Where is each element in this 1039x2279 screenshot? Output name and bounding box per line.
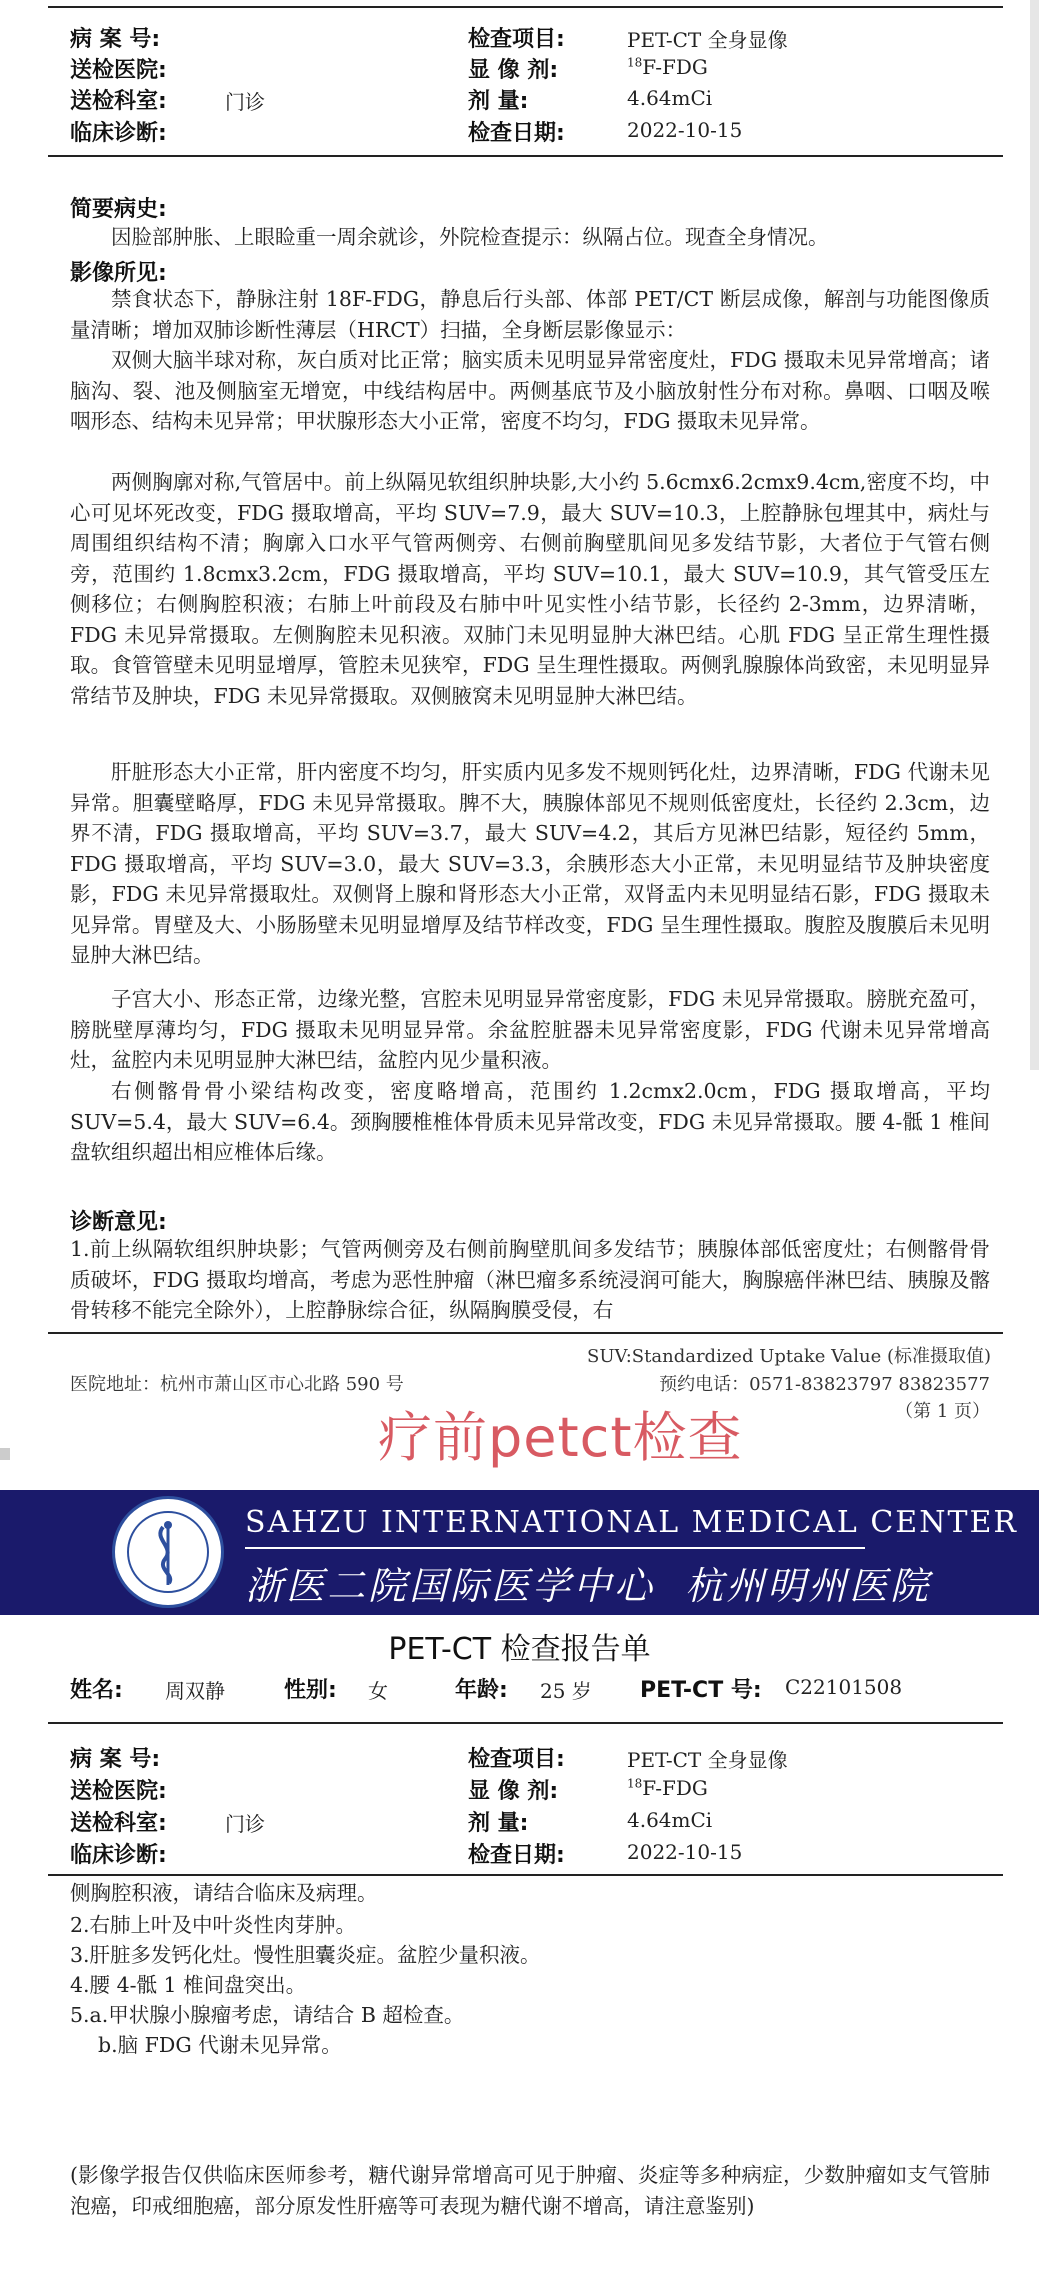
dose-label-2: 剂 量:	[468, 1811, 529, 1836]
dose-value: 4.64mCi	[627, 86, 713, 110]
diagnosis-item-2: 2.右肺上叶及中叶炎性肉芽肿。	[70, 1913, 357, 1937]
hospital-label-2: 送检医院:	[70, 1779, 167, 1804]
dept-value: 门诊	[225, 90, 265, 114]
patient-age-value: 25 岁	[540, 1679, 592, 1703]
date-value: 2022-10-15	[627, 118, 743, 142]
dose-value-2: 4.64mCi	[627, 1808, 713, 1832]
findings-para-3: 两侧胸廓对称,气管居中。前上纵隔见软组织肿块影,大小约 5.6cmx6.2cmx9.4cm,密度不均，中心可见坏死改变，FDG 摄取增高，平均 SUV=7.9，最大 SUV=10.3，上腔静脉包埋其中，病灶与周围组织结构不清；胸廓入口水平气管两侧旁、右侧前胸壁肌间见多发结节影，大者位于气管右侧旁，范围约 1.8cmx3.2cm，FDG 摄取增高，平均 SUV=10.1，最大 SUV=10.9，其气管受压左侧移位；右侧胸腔积液；右肺上叶前段及右肺中叶见实性小结节影，长径约 2-3mm，边界清晰，FDG 未见异常摄取。左侧胸腔未见积液。双肺门未见明显肿大淋巴结。心肌 FDG 呈正常生理性摄取。食管管壁未见明显增厚，管腔未见狭窄，FDG 呈生理性摄取。两侧乳腺腺体尚致密，未见明显异常结节及肿块，FDG 未见异常摄取。双侧腋窝未见明显肿大淋巴结。	[70, 470, 990, 708]
diagnosis-item-3: 3.肝脏多发钙化灶。慢性胆囊炎症。盆腔少量积液。	[70, 1943, 541, 1967]
findings-para-4: 肝脏形态大小正常，肝内密度不均匀，肝实质内见多发不规则钙化灶，边界清晰，FDG 代谢未见异常。胆囊壁略厚，FDG 未见异常摄取。脾不大，胰腺体部见不规则低密度灶，长径约 2.3cm，边界不清，FDG 摄取增高，平均 SUV=3.7，最大 SUV=4.2，其后方见淋巴结影，短径约 5mm，FDG 摄取增高，平均 SUV=3.0，最大 SUV=3.3，余胰形态大小正常，未见明显结节及肿块密度影，FDG 未见异常摄取灶。双侧肾上腺和肾形态大小正常，双肾盂内未见明显结石影，FDG 摄取未见异常。胃壁及大、小肠肠壁未见明显增厚及结节样改变，FDG 呈生理性摄取。腹腔及腹膜后未见明显肿大淋巴结。	[70, 760, 990, 967]
header-divider-2	[48, 1874, 1003, 1876]
hospital-label: 送检医院:	[70, 58, 167, 83]
diagnosis-label-2: 临床诊断:	[70, 1843, 167, 1868]
annotation-watermark: 疗前petct检查	[378, 1406, 743, 1469]
exam-label: 检查项目:	[468, 27, 565, 52]
case-no-label-2: 病 案 号:	[70, 1747, 161, 1772]
petct-no-value: C22101508	[785, 1675, 903, 1699]
history-text: 因脸部肿胀、上眼睑重一周余就诊，外院检查提示：纵隔占位。现查全身情况。	[111, 225, 829, 249]
case-no-label: 病 案 号:	[70, 27, 161, 52]
patient-divider	[48, 1722, 1003, 1724]
patient-name-label: 姓名:	[70, 1678, 123, 1703]
patient-sex-label: 性别:	[284, 1678, 337, 1703]
patient-name-value: 周双静	[165, 1679, 225, 1703]
report-title: PET-CT 检查报告单	[388, 1632, 651, 1667]
diagnosis-item-5b: b.脑 FDG 代谢未见异常。	[98, 2033, 342, 2057]
agent-label: 显 像 剂:	[468, 58, 559, 83]
history-title: 简要病史:	[70, 197, 167, 222]
petct-no-label: PET-CT 号:	[640, 1678, 762, 1703]
diagnosis-item-5a: 5.a.甲状腺小腺瘤考虑，请结合 B 超检查。	[70, 2003, 465, 2027]
diagnosis-continued-line: 侧胸腔积液，请结合临床及病理。	[70, 1881, 378, 1905]
banner-divider	[245, 1547, 865, 1549]
agent-label-2: 显 像 剂:	[468, 1779, 559, 1804]
findings-para-5: 子宫大小、形态正常，边缘光整，宫腔未见明显异常密度影，FDG 未见异常摄取。膀胱充盈可，膀胱壁厚薄均匀，FDG 摄取未见明显异常。余盆腔脏器未见异常密度影，FDG 代谢未见异常增高灶，盆腔内未见明显肿大淋巴结，盆腔内见少量积液。	[70, 987, 990, 1072]
footer-divider	[48, 1332, 1003, 1334]
diagnosis-text: 1.前上纵隔软组织肿块影；气管两侧旁及右侧前胸壁肌间多发结节；胰腺体部低密度灶；右侧髂骨骨质破坏，FDG 摄取均增高，考虑为恶性肿瘤（淋巴瘤多系统浸润可能大，胸腺癌伴淋巴结、胰腺及髂骨转移不能完全除外），上腔静脉综合征，纵隔胸膜受侵，右	[70, 1237, 990, 1322]
patient-sex-value: 女	[368, 1679, 388, 1703]
exam-value-2: PET-CT 全身显像	[627, 1748, 788, 1772]
banner-chinese-name: 浙医二院国际医学中心 杭州明州医院	[245, 1564, 932, 1608]
diagnosis-item-4: 4.腰 4-骶 1 椎间盘突出。	[70, 1973, 307, 1997]
top-divider	[48, 6, 1003, 8]
header-divider	[48, 155, 1003, 157]
findings-para-6: 右侧髂骨骨小梁结构改变，密度略增高，范围约 1.2cmx2.0cm，FDG 摄取增高，平均 SUV=5.4，最大 SUV=6.4。颈胸腰椎椎体骨质未见异常改变，FDG 未见异常摄取。腰 4-骶 1 椎间盘软组织超出相应椎体后缘。	[70, 1079, 990, 1164]
report-disclaimer: (影像学报告仅供临床医师参考，糖代谢异常增高可见于肿瘤、炎症等多种病症，少数肿瘤如支气管肺泡癌，印戒细胞癌，部分原发性肝癌等可表现为糖代谢不增高，请注意鉴别)	[70, 2163, 990, 2218]
dept-label-2: 送检科室:	[70, 1811, 167, 1836]
exam-label-2: 检查项目:	[468, 1747, 565, 1772]
diagnosis-title: 诊断意见:	[70, 1210, 167, 1235]
page-edge-mark	[0, 1448, 10, 1460]
booking-phone: 预约电话：0571-83823797 83823577	[659, 1374, 990, 1395]
scrollbar-track[interactable]	[1030, 0, 1039, 1070]
dept-label: 送检科室:	[70, 89, 167, 114]
exam-value: PET-CT 全身显像	[627, 28, 788, 52]
findings-title: 影像所见:	[70, 261, 167, 286]
date-label-2: 检查日期:	[468, 1843, 565, 1868]
date-value-2: 2022-10-15	[627, 1840, 743, 1864]
suv-note: SUV:Standardized Uptake Value (标准摄取值)	[587, 1346, 991, 1367]
dept-value-2: 门诊	[225, 1812, 265, 1836]
banner-english-name: SAHZU INTERNATIONAL MEDICAL CENTER	[245, 1505, 1018, 1540]
agent-value: $^{18}$F-FDG	[627, 55, 708, 79]
findings-para-2: 双侧大脑半球对称，灰白质对比正常；脑实质未见明显异常密度灶，FDG 摄取未见异常增高；诸脑沟、裂、池及侧脑室无增宽，中线结构居中。两侧基底节及小脑放射性分布对称。鼻咽、口咽及喉咽形态、结构未见异常；甲状腺形态大小正常，密度不均匀，FDG 摄取未见异常。	[70, 348, 990, 433]
page-number: （第 1 页）	[895, 1401, 990, 1422]
diagnosis-label: 临床诊断:	[70, 121, 167, 146]
hospital-logo-icon	[112, 1496, 224, 1608]
findings-para-1: 禁食状态下，静脉注射 18F-FDG，静息后行头部、体部 PET/CT 断层成像，解剖与功能图像质量清晰；增加双肺诊断性薄层（HRCT）扫描，全身断层影像显示：	[70, 287, 990, 342]
date-label: 检查日期:	[468, 121, 565, 146]
agent-value-2: $^{18}$F-FDG	[627, 1776, 708, 1800]
dose-label: 剂 量:	[468, 89, 529, 114]
patient-age-label: 年龄:	[455, 1678, 508, 1703]
hospital-address: 医院地址：杭州市萧山区市心北路 590 号	[70, 1374, 404, 1395]
